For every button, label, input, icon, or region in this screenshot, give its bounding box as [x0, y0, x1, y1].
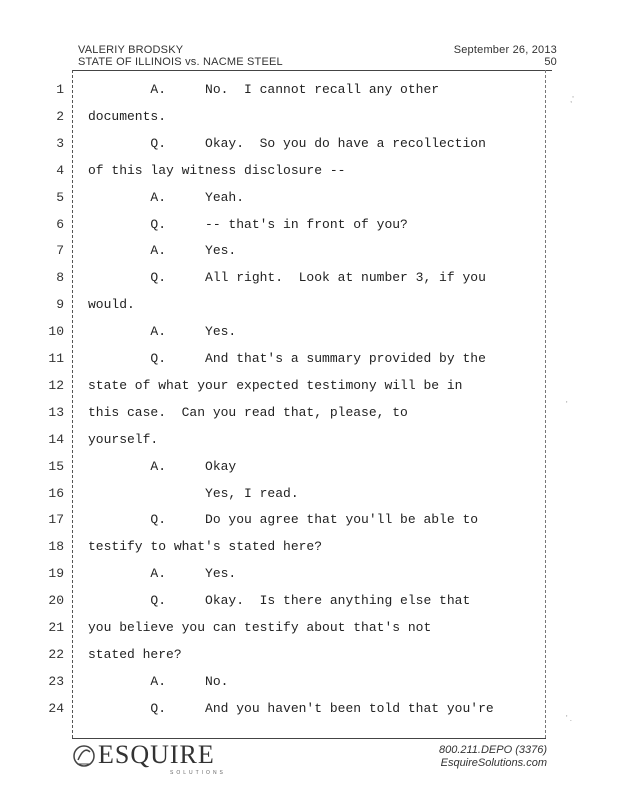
line-number: 5: [56, 189, 64, 205]
transcript-line: you believe you can testify about that's not: [88, 620, 432, 635]
scan-speck: ,': [570, 95, 574, 104]
page-number: 50: [544, 56, 557, 68]
transcript-line: Q. And that's a summary provided by the: [88, 351, 486, 366]
transcript-line: Q. All right. Look at number 3, if you: [88, 270, 486, 286]
line-number: 3: [56, 135, 64, 151]
transcript-line: A. No.: [88, 673, 229, 689]
line-number: 23: [48, 673, 64, 689]
line-number: 4: [56, 162, 64, 178]
transcript-line: Q. Do you agree that you'll be able to: [88, 512, 479, 528]
line-number: 21: [48, 620, 64, 635]
deposition-date: September 26, 2013: [453, 44, 557, 56]
line-number: 13: [48, 404, 64, 420]
line-number: 17: [48, 512, 64, 528]
bottom-rule: [72, 738, 546, 739]
line-number: 6: [56, 216, 64, 232]
witness-name: VALERIY BRODSKY: [78, 44, 184, 56]
transcript-line: state of what your expected testimony will be in: [88, 377, 463, 393]
website: EsquireSolutions.com: [440, 757, 547, 769]
esquire-logo: [72, 740, 242, 780]
logo-subtitle: SOLUTIONS: [170, 770, 226, 776]
transcript-line: would.: [88, 297, 135, 313]
esquire-emblem-icon: [72, 742, 96, 772]
scan-speck: ' .: [566, 714, 572, 723]
case-caption: STATE OF ILLINOIS vs. NACME STEEL: [78, 56, 283, 68]
transcript-line: A. Yes.: [88, 566, 237, 582]
line-number: 7: [56, 243, 64, 259]
transcript-line: Q. Okay. Is there anything else that: [88, 593, 471, 609]
transcript-line: testify to what's stated here?: [88, 539, 323, 555]
line-number: 24: [48, 700, 64, 716]
transcript-line: Q. And you haven't been told that you're: [88, 700, 494, 716]
transcript-line: Q. -- that's in front of you?: [88, 216, 408, 232]
line-number: 12: [48, 377, 64, 393]
line-number: 2: [56, 108, 64, 124]
line-number: 9: [56, 297, 64, 313]
transcript-line: Yes, I read.: [88, 485, 299, 501]
left-margin-rule: [72, 70, 73, 738]
line-number: 20: [48, 593, 64, 609]
line-number: 8: [56, 270, 64, 286]
transcript-line: A. Okay: [88, 458, 237, 474]
line-number: 14: [48, 431, 64, 447]
line-number: 10: [48, 324, 64, 340]
line-number: 1: [56, 82, 64, 97]
line-number: 22: [48, 646, 64, 662]
right-margin-rule: [545, 70, 546, 738]
scan-speck: ': [566, 400, 568, 409]
transcript-line: stated here?: [88, 646, 182, 662]
transcript-line: yourself.: [88, 431, 159, 447]
line-number: 11: [48, 351, 64, 366]
transcript-line: A. Yes.: [88, 243, 237, 259]
transcript-line: A. Yes.: [88, 324, 237, 340]
transcript-line: A. No. I cannot recall any other: [88, 82, 440, 97]
phone-number: 800.211.DEPO (3376): [438, 744, 547, 756]
line-number: 19: [48, 566, 64, 582]
logo-wordmark: ESQUIRE: [98, 740, 215, 769]
transcript-line: Q. Okay. So you do have a recollection: [88, 135, 486, 151]
line-number: 15: [48, 458, 64, 474]
top-rule: [72, 70, 552, 71]
line-number: 18: [48, 539, 64, 555]
transcript-line: this case. Can you read that, please, to: [88, 404, 408, 420]
transcript-line: of this lay witness disclosure --: [88, 162, 346, 178]
transcript-line: A. Yeah.: [88, 189, 245, 205]
transcript-line: documents.: [88, 108, 167, 124]
line-number: 16: [48, 485, 64, 501]
